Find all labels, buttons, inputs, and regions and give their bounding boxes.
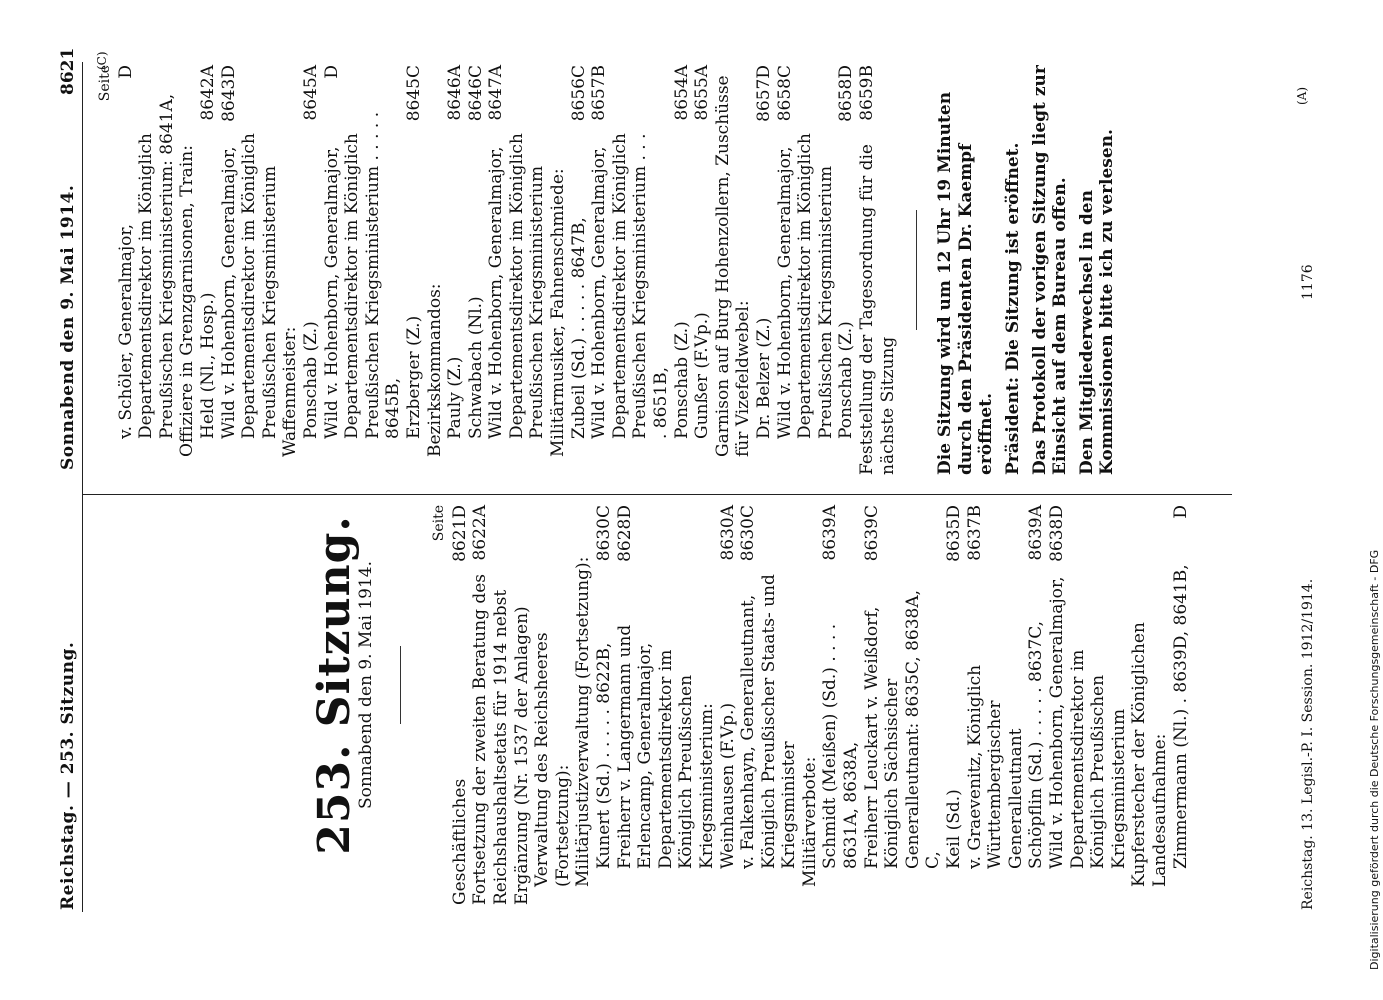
index-entry-text: Schmidt (Meißen) (Sd.) . . . . 8631A, 8638A, xyxy=(820,623,862,869)
right-column xyxy=(95,65,1124,475)
seite-label: Seite xyxy=(431,505,448,542)
index-entry xyxy=(800,505,821,905)
digitization-note: Digitalisierung gefördert durch die Deutsche Forschungsgemeinschaft - DFG xyxy=(1368,549,1381,970)
index-entry-page-ref: 8628D xyxy=(614,505,635,562)
seite-label-right: Seite xyxy=(97,65,113,102)
index-entry xyxy=(116,65,178,475)
index-entry xyxy=(1047,505,1129,905)
index-entry-text: Wild v. Hohenborn, Generalmajor, Departementsdirektor im Königlich Preußischen Kriegsministerium xyxy=(218,133,280,439)
index-entry-page-ref: 8658D xyxy=(836,65,857,122)
footer-right: 1176 xyxy=(1300,264,1316,300)
index-entry xyxy=(280,65,301,475)
index-entry xyxy=(404,65,425,475)
margin-marker-c: (C) xyxy=(95,51,109,70)
index-entry-text: Geschäftliches xyxy=(449,778,470,905)
index-entry-text: v. Schöler, Generalmajor, Departementsdirektor im Königlich Preußischen Kriegsministerium: 8641A, xyxy=(115,93,177,439)
body-paragraph: Die Sitzung wird um 12 Uhr 19 Minuten durch den Präsidenten Dr. Kaempf eröffnet. xyxy=(935,91,997,475)
body-paragraph: Präsident: Die Sitzung ist eröffnet. xyxy=(1002,142,1023,475)
index-entry-text: Wild v. Hohenborn, Generalmajor, Departementsdirektor im Königlich Preußischen Kriegsministerium . . . . 8651B, xyxy=(589,133,672,439)
body-paragraph: Das Protokoll der vorigen Sitzung liegt zur Einsicht auf dem Bureau offen. xyxy=(1029,65,1071,475)
index-entry xyxy=(450,505,471,905)
index-entry-text: Schwabach (Nl.) xyxy=(465,296,486,439)
index-entry-text: Militärverbote: xyxy=(799,756,820,887)
index-entry-page-ref: 8630A xyxy=(717,505,738,561)
index-entry-page-ref: 8630C xyxy=(738,505,759,562)
index-entry-page-ref: 8642A xyxy=(197,65,218,121)
index-entry-text: Schöpflin (Sd.) . . . . . 8637C, xyxy=(1026,620,1047,869)
index-entry-text: v. Graevenitz, Königlich Württembergischer Generalleutnant xyxy=(964,664,1026,869)
index-entry-text: Zimmermann (Nl.) . 8639D, 8641B, xyxy=(1170,564,1191,869)
index-entry xyxy=(820,505,861,905)
index-entry-text: Pauly (Z.) xyxy=(445,356,466,439)
index-entry xyxy=(573,505,594,905)
index-entry xyxy=(569,65,590,475)
index-entry xyxy=(589,65,671,475)
index-entry-page-ref: 8630C xyxy=(593,505,614,562)
index-entry xyxy=(857,65,898,475)
index-entry xyxy=(738,505,800,905)
index-entry-text: Freiherr Leuckart v. Weißdorf, Königlich Sächsischer Generalleutnant: 8635C, 8638A, C, xyxy=(861,589,944,869)
right-index-list xyxy=(116,65,899,475)
index-entry-page-ref: 8646A xyxy=(445,65,466,121)
index-entry xyxy=(836,65,857,475)
title-rule xyxy=(400,646,401,724)
index-entry-text: Militärjustizverwaltung (Fortsetzung): xyxy=(573,556,594,887)
index-entry-page-ref: 8657D xyxy=(754,65,774,122)
index-entry-text: Wild v. Hohenborn, Generalmajor, Departementsdirektor im Königlich Preußischen Kriegsministerium xyxy=(1047,576,1129,869)
index-entry xyxy=(301,65,322,475)
index-entry-page-ref: 8657B xyxy=(589,65,610,121)
index-entry-text: Zubeil (Sd.) . . . . . 8647B, xyxy=(568,217,589,439)
left-index-list xyxy=(450,505,1191,905)
index-entry-page-ref: 8658C xyxy=(774,65,795,122)
index-entry-text: Verwaltung des Reichsheeres (Fortsetzung): xyxy=(532,632,573,887)
index-entry xyxy=(944,505,965,905)
index-entry-page-ref: 8621D xyxy=(449,505,470,562)
index-entry-text: Dr. Belzer (Z.) xyxy=(754,317,774,439)
header-left: Reichstag. — 253. Sitzung. xyxy=(58,641,78,910)
index-entry-page-ref: 8645A xyxy=(300,65,321,121)
index-entry xyxy=(486,65,548,475)
index-entry xyxy=(219,65,281,475)
index-entry-text: Freiherr v. Langermann und Erlencamp, Generalmajor, Departementsdirektor im Königlich Preußischen Kriegsministerium: xyxy=(614,624,717,869)
index-entry-text: Fortsetzung der zweiten Beratung des Reichshaushaltsetats für 1914 nebst Ergänzung (Nr. 1537 der Anlagen) xyxy=(470,573,532,905)
index-entry-page-ref: 8656C xyxy=(568,65,589,122)
section-rule xyxy=(916,210,917,330)
index-entry-text: Keil (Sd.) xyxy=(944,789,965,869)
index-entry-text: Feststellung der Tagesordnung für die nächste Sitzung xyxy=(856,144,898,475)
header-rule xyxy=(82,62,83,912)
index-entry-page-ref: 8645C xyxy=(403,65,424,122)
index-entry-text: Ponschab (Z.) xyxy=(671,321,692,439)
index-entry xyxy=(198,65,219,475)
index-entry-text: Wild v. Hohenborn, Generalmajor, Departementsdirektor im Königlich Preußischen Kriegsministerium xyxy=(486,133,548,439)
index-entry-page-ref: 8655A xyxy=(692,65,713,121)
header-right: Sonnabend den 9. Mai 1914. xyxy=(58,184,78,470)
index-entry-page-ref: D xyxy=(1170,505,1191,519)
index-entry xyxy=(322,65,404,475)
index-entry-page-ref: 8654A xyxy=(671,65,692,121)
index-entry xyxy=(594,505,615,905)
index-entry xyxy=(718,505,739,905)
index-entry-page-ref: 8638D xyxy=(1047,505,1067,562)
index-entry xyxy=(615,505,718,905)
session-date: Sonnabend den 9. Mai 1914. xyxy=(355,560,376,810)
index-entry-page-ref: D xyxy=(115,65,136,79)
index-entry xyxy=(548,65,569,475)
index-entry-text: Held (Nl., Hosp.) xyxy=(197,292,218,439)
index-entry-text: Kupferstecher der Königlichen Landesaufnahme: xyxy=(1129,622,1170,887)
index-entry-text: Wild v. Hohenborn, Generalmajor, Departementsdirektor im Königlich Preußischen Kriegsministerium xyxy=(774,133,836,439)
index-entry-page-ref: 8622A xyxy=(470,505,491,561)
index-entry xyxy=(425,65,446,475)
index-entry-page-ref: 8646C xyxy=(465,65,486,122)
session-body-text xyxy=(935,65,1118,475)
index-entry xyxy=(965,505,1027,905)
index-entry xyxy=(470,505,532,905)
index-entry-text: Militärmusiker, Fahnenschmiede: xyxy=(548,168,569,457)
index-entry-page-ref: D xyxy=(321,65,342,79)
index-entry-page-ref: 8643D xyxy=(218,65,239,122)
index-entry-page-ref: 8639C xyxy=(861,505,882,562)
column-divider xyxy=(82,494,1232,495)
index-entry-page-ref: 8635D xyxy=(944,505,965,562)
index-entry xyxy=(754,65,775,475)
index-entry-page-ref: 8639A xyxy=(1026,505,1047,561)
index-entry-text: Waffenmeister: xyxy=(280,326,301,457)
index-entry xyxy=(1026,505,1047,905)
left-column xyxy=(95,505,1191,905)
footer-left: Reichstag. 13. Legisl.-P. I. Session. 1912/1914. xyxy=(1300,578,1316,910)
index-entry-text: Erzberger (Z.) xyxy=(403,315,424,439)
index-entry-text: Offiziere in Grenzgarnisonen, Train: xyxy=(177,145,198,457)
index-entry-page-ref: 8639A xyxy=(820,505,841,561)
margin-marker-a: (A) xyxy=(1295,86,1309,105)
index-entry-text: Ponschab (Z.) xyxy=(300,321,321,439)
index-entry xyxy=(672,65,693,475)
index-entry xyxy=(1171,505,1192,905)
index-entry xyxy=(1129,505,1170,905)
index-entry xyxy=(775,65,837,475)
index-entry-text: Gunßer (F.Vp.) xyxy=(692,312,713,439)
index-entry xyxy=(713,65,754,475)
index-entry-page-ref: 8637B xyxy=(964,505,985,561)
index-entry xyxy=(862,505,944,905)
session-title: 253. Sitzung. xyxy=(309,515,360,855)
index-entry-text: Bezirkskommandos: xyxy=(424,283,445,457)
index-entry-text: Ponschab (Z.) xyxy=(836,321,857,439)
body-paragraph: Den Mitgliederwechsel in den Kommissionen bitte ich zu verlesen. xyxy=(1076,129,1118,475)
index-entry-page-ref: 8647A xyxy=(486,65,507,121)
index-entry xyxy=(692,65,713,475)
index-entry-text: Garnison auf Burg Hohenzollern, Zuschüsse für Vizefeldwebel: xyxy=(712,75,754,457)
page-number: 8621 xyxy=(58,47,78,95)
index-entry xyxy=(177,65,198,475)
index-entry-text: v. Falkenhayn, Generalleutnant, Königlich Preußischer Staats- und Kriegsminister xyxy=(738,574,800,869)
index-entry xyxy=(466,65,487,475)
index-entry-page-ref: 8659B xyxy=(856,65,877,121)
index-entry xyxy=(445,65,466,475)
index-entry-text: Kunert (Sd.) . . . . . 8622B, xyxy=(593,642,614,869)
index-entry-text: Weinhausen (F.Vp.) xyxy=(717,702,738,869)
index-entry-text: Wild v. Hohenborn, Generalmajor, Departementsdirektor im Königlich Preußischen Kriegsministerium . . . . . 8645B, xyxy=(321,111,404,439)
index-entry xyxy=(532,505,573,905)
